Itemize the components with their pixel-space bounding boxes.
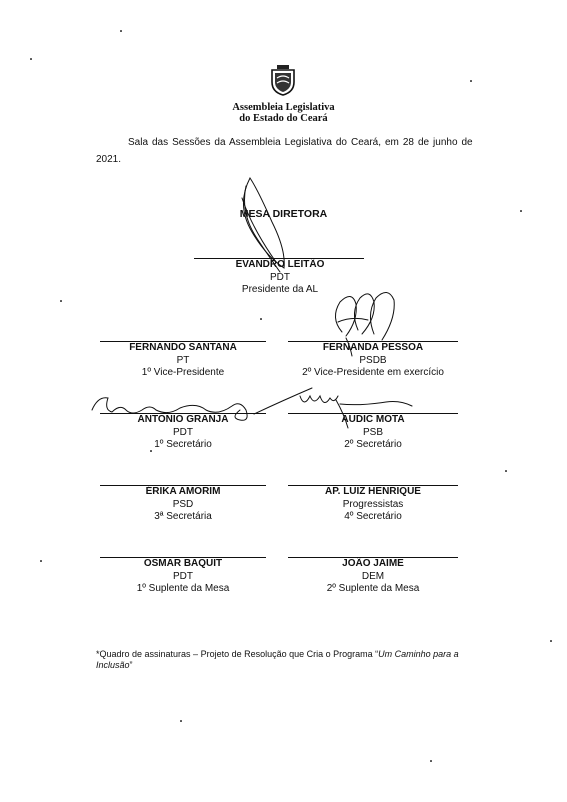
signatory-name: EVANDRO LEITÃO bbox=[235, 259, 325, 270]
signatory-role: Presidente da AL bbox=[241, 284, 319, 295]
signatory-block bbox=[83, 342, 283, 380]
signatory-block bbox=[83, 486, 283, 524]
ceara-coat-of-arms-icon bbox=[268, 64, 298, 96]
institution-name-line1: Assembleia Legislativa bbox=[232, 102, 335, 113]
scan-speck bbox=[30, 58, 32, 60]
scan-speck bbox=[260, 318, 262, 320]
signature-fernanda bbox=[335, 296, 356, 336]
signatory-block bbox=[273, 558, 473, 596]
footnote-prefix: *Quadro de assinaturas – Projeto de Resolução que Cria o Programa “ bbox=[96, 649, 379, 659]
section-title: MESA DIRETORA bbox=[239, 208, 328, 220]
signatory-role: 2º Vice-Presidente em exercício bbox=[302, 367, 444, 378]
scan-speck bbox=[505, 470, 507, 472]
signatory-role: 1º Secretário bbox=[154, 439, 212, 450]
signature-evandro bbox=[243, 178, 284, 268]
signatory-party: DEM bbox=[361, 570, 385, 582]
signatory-party: PSDB bbox=[359, 354, 387, 366]
signatory-name: JOÃO JAIME bbox=[342, 558, 404, 569]
institution-name-line2: do Estado do Ceará bbox=[239, 113, 328, 124]
signatory-name: AP. LUIZ HENRIQUE bbox=[325, 486, 421, 497]
signatory-name: FERNANDA PESSOA bbox=[322, 342, 424, 353]
scan-speck bbox=[430, 760, 432, 762]
signatory-party: PDT bbox=[173, 570, 193, 582]
signatory-party: Progressistas bbox=[342, 498, 404, 510]
signatory-party: PSD bbox=[172, 498, 194, 510]
signatory-block bbox=[273, 414, 473, 452]
scan-speck bbox=[470, 80, 472, 82]
signatory-party: PDT bbox=[270, 271, 290, 283]
signatory-name: FERNANDO SANTANA bbox=[129, 342, 237, 353]
scan-speck bbox=[120, 30, 122, 32]
scan-speck bbox=[60, 300, 62, 302]
signatory-block bbox=[268, 342, 478, 380]
footnote-title: Um Caminho para a Inclusão bbox=[96, 649, 459, 670]
signatory-party: PSB bbox=[362, 426, 383, 438]
place-date-line1: Sala das Sessões da Assembleia Legislativa do Ceará, em 28 de junho de bbox=[128, 137, 473, 148]
signatory-name: OSMAR BAQUIT bbox=[143, 558, 223, 569]
signatory-name: ANTONIO GRANJA bbox=[137, 414, 229, 425]
signatory-role: 4º Secretário bbox=[344, 511, 402, 522]
scan-speck bbox=[180, 720, 182, 722]
signatory-party: PT bbox=[176, 354, 190, 366]
signatory-role: 2º Secretário bbox=[344, 439, 402, 450]
signatory-block bbox=[273, 486, 473, 524]
signatory-block bbox=[83, 558, 283, 596]
signatory-name: AUDIC MOTA bbox=[341, 414, 405, 425]
scan-speck bbox=[550, 640, 552, 642]
footnote bbox=[96, 649, 486, 671]
signatory-party: PDT bbox=[173, 426, 193, 438]
signatory-role: 3ª Secretária bbox=[154, 511, 212, 522]
signatory-role: 1º Suplente da Mesa bbox=[136, 583, 230, 594]
scan-speck bbox=[40, 560, 42, 562]
signatory-role: 1º Vice-Presidente bbox=[141, 367, 225, 378]
scan-speck bbox=[150, 450, 152, 452]
signatory-block bbox=[180, 259, 380, 297]
signatory-role: 2º Suplente da Mesa bbox=[326, 583, 420, 594]
footnote-suffix: ” bbox=[129, 660, 133, 670]
scan-speck bbox=[520, 210, 522, 212]
signatory-name: ÉRIKA AMORIM bbox=[145, 486, 221, 497]
place-date-line2: 2021. bbox=[96, 154, 122, 165]
signatory-block bbox=[83, 414, 283, 452]
